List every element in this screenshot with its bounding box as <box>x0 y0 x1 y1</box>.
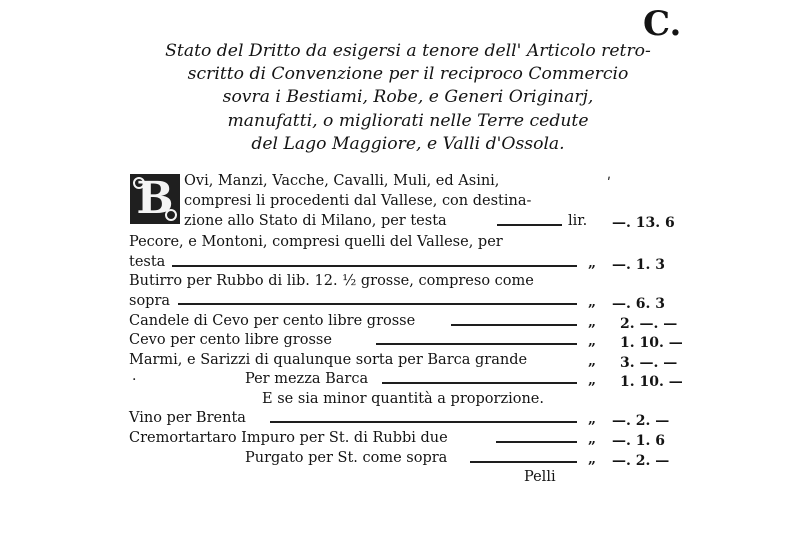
entry-line: zione allo Stato di Milano, per testa <box>184 213 447 229</box>
ditto-mark: „ <box>588 451 597 467</box>
leader-line <box>172 265 577 267</box>
ditto-mark: „ <box>588 314 597 330</box>
amount: —. 1. 6 <box>612 433 665 449</box>
ditto-mark: „ <box>588 294 597 310</box>
entry-line: sopra <box>129 293 171 309</box>
catchword: Pelli <box>524 469 556 485</box>
unit-label: lir. <box>568 213 588 229</box>
entry-line: Ovi, Manzi, Vacche, Cavalli, Muli, ed Asini, <box>184 173 500 189</box>
leader-line <box>470 461 577 463</box>
entry-line: Per mezza Barca <box>245 371 369 387</box>
amount: —. 6. 3 <box>612 296 665 312</box>
leader-line <box>178 303 577 305</box>
heading-line-4: manufatti, o migliorati nelle Terre cedute <box>227 110 589 131</box>
heading-line-2: scritto di Convenzione per il reciproco Commercio <box>187 64 629 85</box>
amount: —. 2. — <box>612 453 670 469</box>
entry-line: compresi li procedenti dal Vallese, con destina- <box>184 193 532 209</box>
document-heading <box>128 40 688 156</box>
entry-line: Candele di Cevo per cento libre grosse <box>129 313 416 329</box>
entry-line: testa <box>129 254 166 270</box>
entry-line: Cevo per cento libre grosse <box>129 332 332 348</box>
entry-line: Pecore, e Montoni, compresi quelli del Vallese, per <box>129 234 503 250</box>
page-letter: C. <box>643 4 682 44</box>
leader-line <box>376 343 577 345</box>
leader-line <box>270 421 577 423</box>
amount: —. 13. 6 <box>612 215 675 231</box>
entry-line: Purgato per St. come sopra <box>245 450 448 466</box>
amount: 2. —. — <box>620 316 678 332</box>
amount: —. 1. 3 <box>612 257 665 273</box>
heading-line-1: Stato del Dritto da esigersi a tenore dell' Articolo retro- <box>165 41 651 61</box>
entry-line: Vino per Brenta <box>129 410 246 426</box>
decorated-initial-b: B <box>130 174 180 224</box>
entry-line: Marmi, e Sarizzi di qualunque sorta per Barca grande <box>129 352 528 368</box>
ditto-mark: „ <box>588 255 597 271</box>
stray-mark: · <box>132 372 137 388</box>
leader-line <box>496 441 577 443</box>
entry-line: E se sia minor quantità a proporzione. <box>262 391 544 407</box>
amount: 1. 10. — <box>620 335 683 351</box>
leader-line <box>497 224 562 226</box>
amount: —. 2. — <box>612 413 670 429</box>
ditto-mark: „ <box>588 333 597 349</box>
heading-line-3: sovra i Bestiami, Robe, e Generi Originarj, <box>222 87 594 108</box>
amount: 1. 10. — <box>620 374 683 390</box>
entry-line: Butirro per Rubbo di lib. 12. ½ grosse, compreso come <box>129 273 534 289</box>
leader-line <box>382 382 577 384</box>
leader-line <box>451 324 577 326</box>
amount: 3. —. — <box>620 355 678 371</box>
ditto-mark: „ <box>588 372 597 388</box>
heading-line-5: del Lago Maggiore, e Valli d'Ossola. <box>251 133 565 154</box>
entry-line: Cremortartaro Impuro per St. di Rubbi due <box>129 430 448 446</box>
ditto-mark: „ <box>588 431 597 447</box>
ditto-mark: „ <box>588 353 597 369</box>
stray-mark: ʹ <box>607 176 611 192</box>
ditto-mark: „ <box>588 411 597 427</box>
